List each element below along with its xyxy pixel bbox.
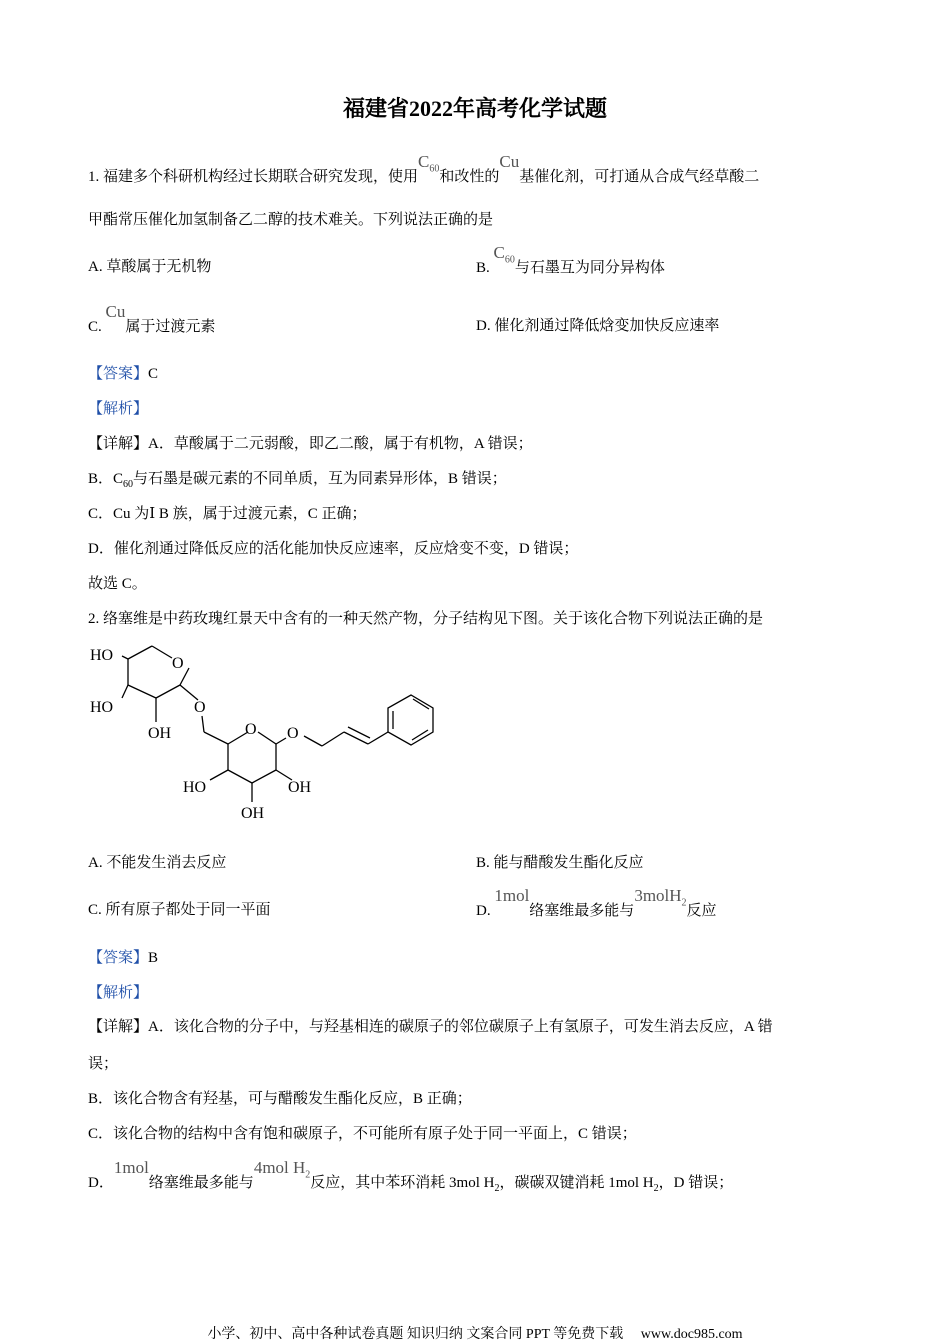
q1-stem-line1 — [88, 152, 760, 193]
q1-conclusion: 故选 C。 — [88, 576, 147, 592]
c60-formula: $C_{60}$ — [418, 152, 440, 175]
q1-detail-b: B．$C_{60}$与石墨是碳元素的不同单质，互为同素异形体，B 错误； — [88, 471, 507, 490]
q2-detail-c: C．该化合物的结构中含有饱和碳原子，不可能所有原子处于同一平面上，C 错误； — [88, 1126, 637, 1142]
q2-analysis-label: 【解析】 — [88, 985, 149, 1001]
q1-stem-line2: 甲酯常压催化加氢制备乙二醇的技术难关。下列说法正确的是 — [88, 212, 494, 228]
answer-value: B — [148, 950, 159, 966]
struct-o-ring-2: O — [245, 721, 257, 738]
q2-detail-a: 【详解】A．该化合物的分子中，与羟基相连的碳原子的邻位碳原子上有氢原子，可发生消去反应，A 错 — [88, 1019, 773, 1035]
struct-ho-1: HO — [90, 647, 114, 664]
q1-detail-c: C．Cu 为Ⅰ B 族，属于过渡元素，C 正确； — [88, 506, 367, 522]
page-footer: 小学、初中、高中各种试卷真题 知识归纳 文案合同 PPT 等免费下载 www.doc985.com — [207, 1327, 743, 1342]
struct-oh-3: OH — [241, 805, 265, 822]
q1-text: 1. 福建多个科研机构经过长期联合研究发现，使用 — [88, 169, 419, 185]
struct-oh-1: OH — [148, 725, 172, 742]
h2-formula: 4mol $H_2$ — [253, 1158, 311, 1181]
q1-text: 基催化剂，可打通从合成气经草酸二 — [519, 169, 760, 185]
page-title: 福建省2022年高考化学试题 — [342, 96, 607, 121]
q1-option-c: C. Cu属于过渡元素 — [88, 302, 216, 335]
struct-ho-2: HO — [90, 699, 114, 716]
cu-formula: Cu — [499, 152, 520, 171]
struct-o-link-2: O — [287, 725, 299, 742]
c60-formula: $C_{60}$ — [493, 243, 515, 266]
q2-detail-a-cont: 误； — [88, 1056, 119, 1072]
q1-text: 和改性的 — [439, 169, 500, 185]
q1-analysis-label: 【解析】 — [88, 401, 149, 417]
q1-option-d: D. 催化剂通过降低焓变加快反应速率 — [476, 318, 720, 334]
h2-formula: 3molH$_2$ — [634, 886, 687, 909]
q1-option-b: B. $C_{60}$与石墨互为同分异构体 — [476, 243, 665, 276]
answer-value: C — [148, 366, 159, 382]
rosavin-structure-diagram — [80, 636, 450, 831]
answer-label: 【答案】 — [88, 366, 149, 382]
q2-answer — [88, 948, 158, 968]
struct-ho-3: HO — [183, 779, 207, 796]
struct-o-ring-1: O — [172, 655, 184, 672]
q1-answer — [88, 364, 158, 384]
mol-formula: 1mol — [113, 1158, 149, 1177]
mol-formula: 1mol — [494, 886, 530, 905]
q2-option-b: B. 能与醋酸发生酯化反应 — [476, 855, 644, 871]
q2-detail-d: D．1mol络塞维最多能与4mol $H_2$反应，其中苯环消耗 3mol $H_2$，碳碳双键消耗 1mol $H_2$，D 错误； — [88, 1158, 734, 1194]
q1-option-a: A. 草酸属于无机物 — [88, 259, 212, 275]
q1-detail-d: D．催化剂通过降低反应的活化能加快反应速率，反应焓变不变，D 错误； — [88, 541, 579, 557]
cu-formula: Cu — [105, 302, 126, 321]
q2-option-d: D. 1mol络塞维最多能与3molH$_2$反应 — [476, 886, 717, 919]
answer-label: 【答案】 — [88, 950, 149, 966]
q2-option-c: C. 所有原子都处于同一平面 — [88, 902, 271, 918]
q2-option-a: A. 不能发生消去反应 — [88, 855, 227, 871]
q2-stem: 2. 络塞维是中药玫瑰红景天中含有的一种天然产物，分子结构见下图。关于该化合物下列说法正确的是 — [88, 611, 764, 627]
q1-detail-a: 【详解】A．草酸属于二元弱酸，即乙二酸，属于有机物，A 错误； — [88, 436, 533, 452]
struct-oh-2: OH — [288, 779, 312, 796]
struct-o-link-1: O — [194, 699, 206, 716]
q2-detail-b: B．该化合物含有羟基，可与醋酸发生酯化反应，B 正确； — [88, 1091, 472, 1107]
